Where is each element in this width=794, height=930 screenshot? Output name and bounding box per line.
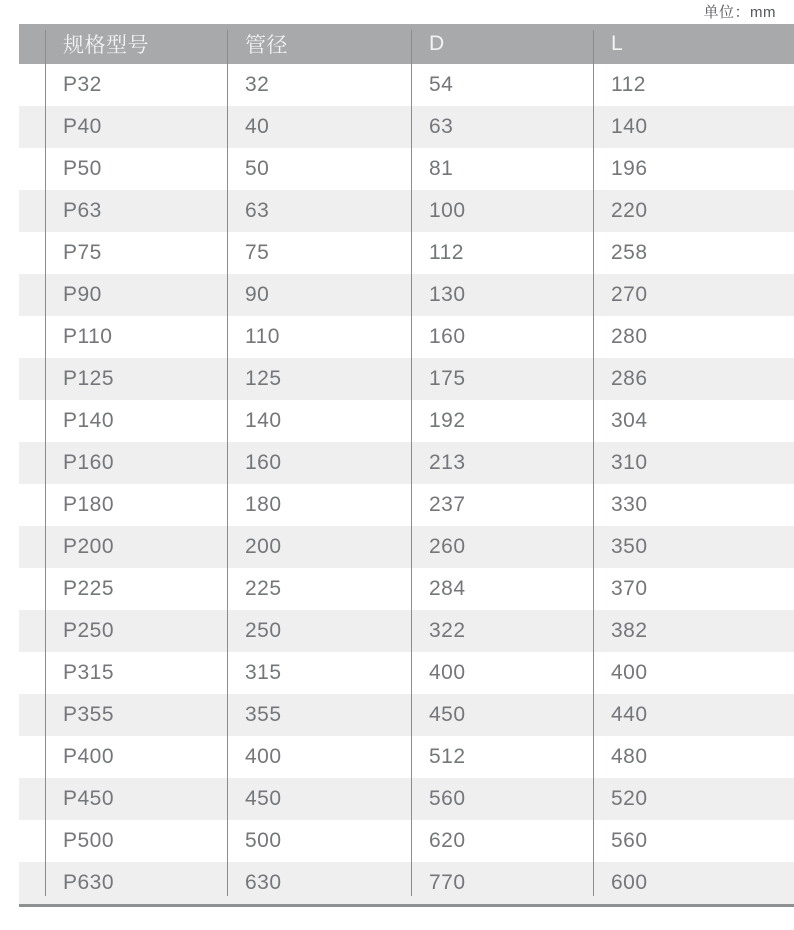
header-l: L bbox=[611, 32, 624, 55]
cell-d: 512 bbox=[429, 745, 466, 768]
cell-d: 160 bbox=[429, 325, 466, 348]
column-divider bbox=[227, 30, 228, 896]
row-left-strip bbox=[19, 400, 45, 442]
cell-model: P400 bbox=[63, 745, 115, 768]
cell-d: 63 bbox=[429, 115, 454, 138]
cell-l: 350 bbox=[611, 535, 648, 558]
table-row bbox=[19, 484, 794, 526]
cell-d: 112 bbox=[429, 241, 464, 264]
cell-l: 280 bbox=[611, 325, 648, 348]
row-left-strip bbox=[19, 106, 45, 148]
unit-note: 单位：mm bbox=[703, 4, 776, 21]
row-left-strip bbox=[19, 442, 45, 484]
table-row bbox=[19, 610, 794, 652]
cell-d: 400 bbox=[429, 661, 466, 684]
row-left-strip bbox=[19, 316, 45, 358]
table-row bbox=[19, 862, 794, 904]
column-divider bbox=[45, 30, 46, 896]
cell-d: 100 bbox=[429, 199, 466, 222]
cell-l: 330 bbox=[611, 493, 648, 516]
cell-l: 382 bbox=[611, 619, 648, 642]
cell-d: 620 bbox=[429, 829, 466, 852]
row-left-strip bbox=[19, 526, 45, 568]
table-row bbox=[19, 778, 794, 820]
cell-d: 213 bbox=[429, 451, 466, 474]
cell-diameter: 160 bbox=[245, 451, 282, 474]
row-left-strip bbox=[19, 64, 45, 106]
cell-model: P40 bbox=[63, 115, 102, 138]
cell-d: 284 bbox=[429, 577, 466, 600]
row-left-strip bbox=[19, 610, 45, 652]
cell-diameter: 140 bbox=[245, 409, 282, 432]
row-left-strip bbox=[19, 778, 45, 820]
cell-l: 220 bbox=[611, 199, 648, 222]
cell-diameter: 200 bbox=[245, 535, 282, 558]
cell-diameter: 315 bbox=[245, 661, 282, 684]
header-d: D bbox=[429, 32, 445, 55]
cell-l: 480 bbox=[611, 745, 648, 768]
cell-diameter: 400 bbox=[245, 745, 282, 768]
cell-model: P125 bbox=[63, 367, 115, 390]
row-left-strip bbox=[19, 358, 45, 400]
row-left-strip bbox=[19, 190, 45, 232]
cell-diameter: 125 bbox=[245, 367, 282, 390]
row-left-strip bbox=[19, 568, 45, 610]
cell-model: P90 bbox=[63, 283, 102, 306]
cell-l: 270 bbox=[611, 283, 648, 306]
cell-diameter: 50 bbox=[245, 157, 270, 180]
cell-model: P180 bbox=[63, 493, 115, 516]
header-left-strip bbox=[19, 24, 45, 64]
cell-d: 770 bbox=[429, 871, 466, 894]
table-row bbox=[19, 526, 794, 568]
cell-l: 600 bbox=[611, 871, 648, 894]
cell-diameter: 110 bbox=[245, 325, 280, 348]
cell-d: 81 bbox=[429, 157, 454, 180]
cell-model: P450 bbox=[63, 787, 115, 810]
table-row bbox=[19, 568, 794, 610]
cell-diameter: 63 bbox=[245, 199, 270, 222]
cell-model: P630 bbox=[63, 871, 115, 894]
cell-model: P75 bbox=[63, 241, 102, 264]
cell-d: 260 bbox=[429, 535, 466, 558]
cell-model: P50 bbox=[63, 157, 102, 180]
row-left-strip bbox=[19, 484, 45, 526]
row-left-strip bbox=[19, 736, 45, 778]
table-row bbox=[19, 232, 794, 274]
cell-d: 175 bbox=[429, 367, 466, 390]
table-row bbox=[19, 148, 794, 190]
cell-model: P250 bbox=[63, 619, 115, 642]
row-left-strip bbox=[19, 862, 45, 904]
cell-diameter: 75 bbox=[245, 241, 270, 264]
cell-l: 304 bbox=[611, 409, 648, 432]
cell-model: P225 bbox=[63, 577, 115, 600]
cell-model: P32 bbox=[63, 73, 102, 96]
table-body bbox=[19, 64, 794, 904]
table-row bbox=[19, 400, 794, 442]
row-left-strip bbox=[19, 232, 45, 274]
cell-model: P500 bbox=[63, 829, 115, 852]
cell-l: 112 bbox=[611, 73, 646, 96]
cell-l: 520 bbox=[611, 787, 648, 810]
row-left-strip bbox=[19, 274, 45, 316]
table-row bbox=[19, 316, 794, 358]
table-row bbox=[19, 64, 794, 106]
table-row bbox=[19, 442, 794, 484]
table-row bbox=[19, 736, 794, 778]
cell-diameter: 32 bbox=[245, 73, 270, 96]
cell-l: 196 bbox=[611, 157, 648, 180]
cell-l: 140 bbox=[611, 115, 648, 138]
cell-l: 286 bbox=[611, 367, 648, 390]
cell-d: 130 bbox=[429, 283, 466, 306]
spec-table bbox=[19, 24, 794, 907]
cell-d: 560 bbox=[429, 787, 466, 810]
table-header-row bbox=[19, 24, 794, 64]
cell-model: P200 bbox=[63, 535, 115, 558]
cell-diameter: 180 bbox=[245, 493, 282, 516]
cell-l: 370 bbox=[611, 577, 648, 600]
header-diameter: 管径 bbox=[245, 34, 288, 57]
table-row bbox=[19, 106, 794, 148]
cell-model: P63 bbox=[63, 199, 102, 222]
cell-diameter: 40 bbox=[245, 115, 270, 138]
cell-l: 258 bbox=[611, 241, 648, 264]
cell-model: P160 bbox=[63, 451, 115, 474]
row-left-strip bbox=[19, 694, 45, 736]
table-row bbox=[19, 190, 794, 232]
cell-diameter: 355 bbox=[245, 703, 282, 726]
cell-diameter: 630 bbox=[245, 871, 282, 894]
cell-l: 560 bbox=[611, 829, 648, 852]
cell-d: 237 bbox=[429, 493, 466, 516]
cell-model: P140 bbox=[63, 409, 115, 432]
cell-diameter: 450 bbox=[245, 787, 282, 810]
cell-d: 54 bbox=[429, 73, 454, 96]
cell-model: P110 bbox=[63, 325, 113, 348]
cell-diameter: 250 bbox=[245, 619, 282, 642]
cell-diameter: 90 bbox=[245, 283, 270, 306]
table-row bbox=[19, 358, 794, 400]
table-row bbox=[19, 274, 794, 316]
column-divider bbox=[593, 30, 594, 896]
row-left-strip bbox=[19, 820, 45, 862]
table-row bbox=[19, 652, 794, 694]
column-divider bbox=[411, 30, 412, 896]
row-left-strip bbox=[19, 148, 45, 190]
cell-l: 400 bbox=[611, 661, 648, 684]
cell-l: 440 bbox=[611, 703, 648, 726]
cell-diameter: 225 bbox=[245, 577, 282, 600]
row-left-strip bbox=[19, 652, 45, 694]
cell-d: 192 bbox=[429, 409, 466, 432]
cell-d: 450 bbox=[429, 703, 466, 726]
cell-d: 322 bbox=[429, 619, 466, 642]
cell-model: P315 bbox=[63, 661, 115, 684]
cell-diameter: 500 bbox=[245, 829, 282, 852]
header-model: 规格型号 bbox=[63, 34, 149, 57]
table-row bbox=[19, 694, 794, 736]
table-row bbox=[19, 820, 794, 862]
cell-model: P355 bbox=[63, 703, 115, 726]
cell-l: 310 bbox=[611, 451, 648, 474]
